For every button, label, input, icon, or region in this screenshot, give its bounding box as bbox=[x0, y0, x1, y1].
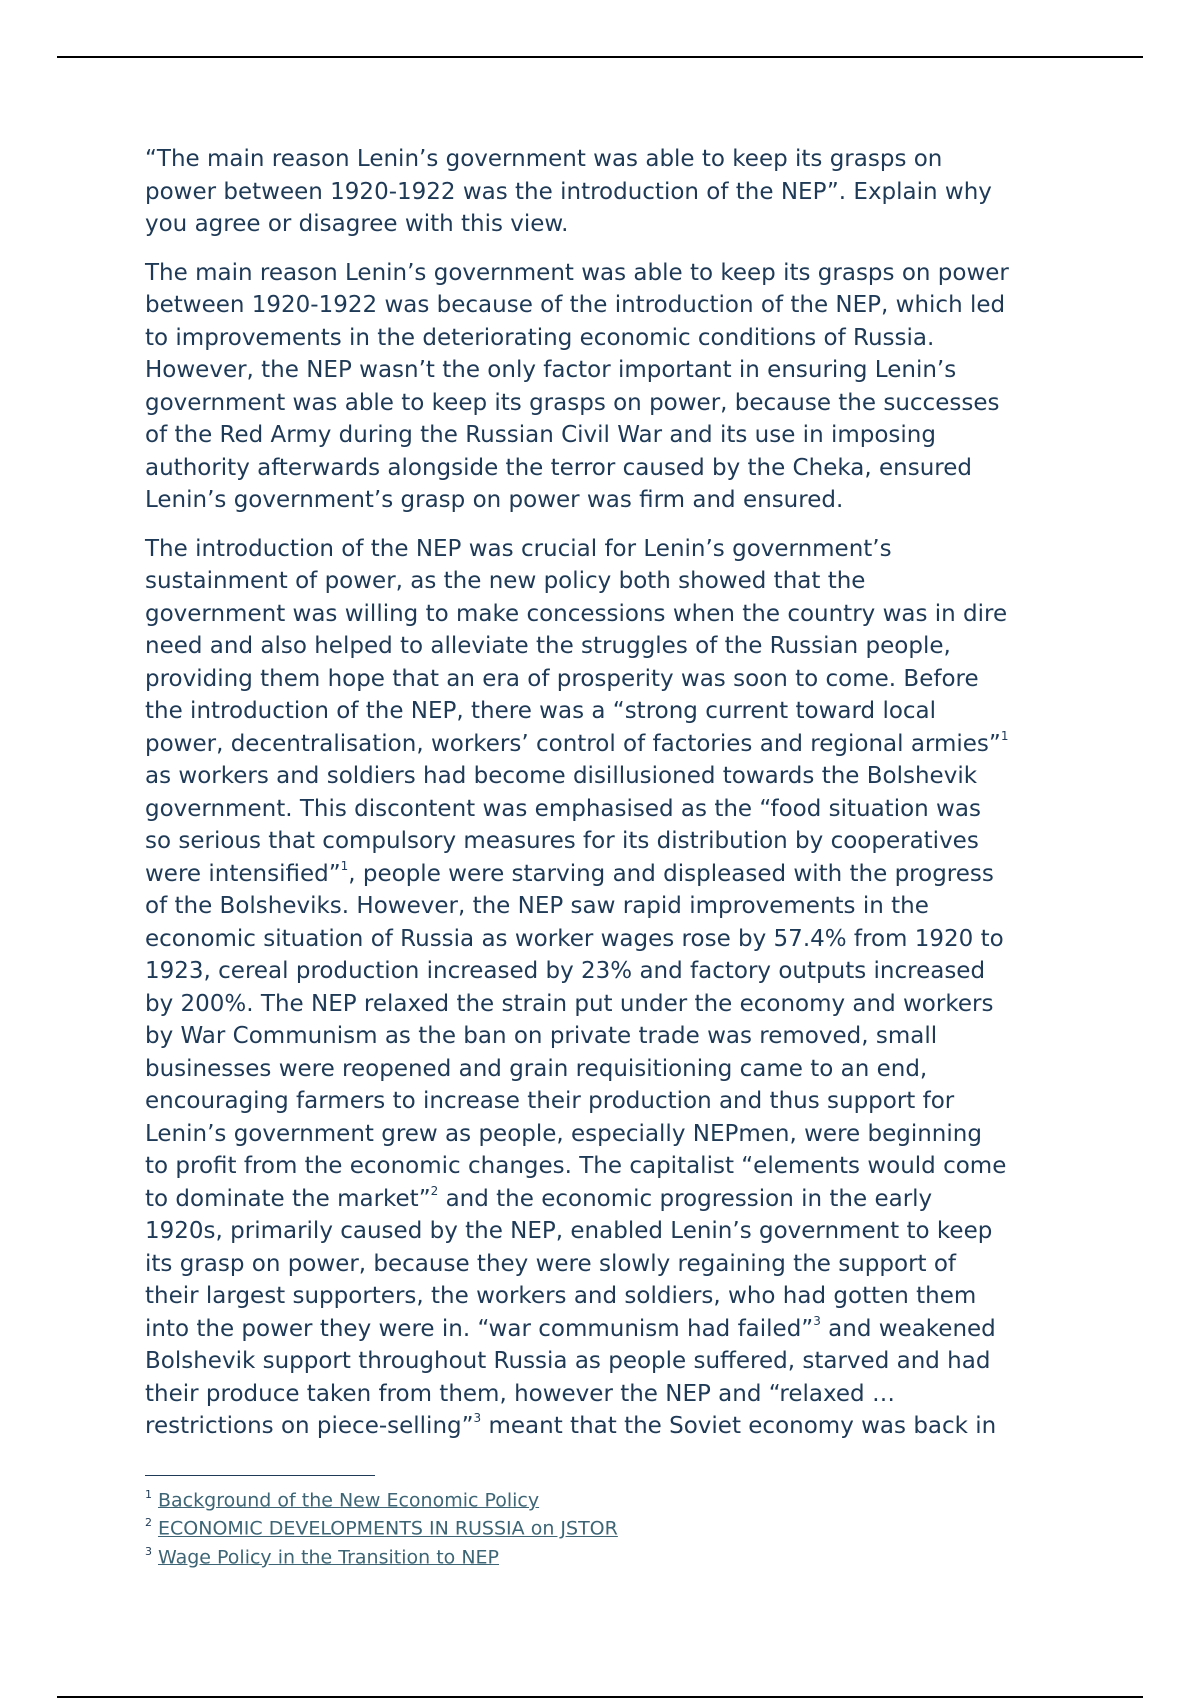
body-line: of the Bolsheviks. However, the NEP saw rapid improvements in the bbox=[145, 893, 929, 919]
body-line bbox=[145, 1183, 1065, 1216]
footnote-number: 2 bbox=[145, 1516, 152, 1530]
question-line: “The main reason Lenin’s government was able to keep its grasps on bbox=[145, 146, 943, 172]
footnote-ref-2[interactable]: 2 bbox=[430, 1183, 439, 1198]
body-line: government was willing to make concessions when the country was in dire bbox=[145, 600, 1008, 627]
footnote-item bbox=[145, 1541, 845, 1569]
intro-line: to improvements in the deteriorating economic conditions of Russia. bbox=[145, 324, 935, 351]
footnote-ref-3[interactable]: 3 bbox=[813, 1313, 821, 1328]
body-line: government. This discontent was emphasised as the “food situation was bbox=[145, 795, 981, 822]
body-line: by War Communism as the ban on private trade was removed, small bbox=[145, 1023, 938, 1049]
intro-line: Lenin’s government’s grasp on power was firm and ensured. bbox=[145, 487, 844, 513]
body-line: their produce taken from them, however the NEP and “relaxed … bbox=[145, 1380, 895, 1407]
footnote-ref-1[interactable]: 1 bbox=[1000, 728, 1009, 743]
body-paragraph bbox=[145, 533, 1065, 1443]
body-text: meant that the Soviet economy was back in bbox=[481, 1413, 997, 1439]
footnote-separator bbox=[145, 1475, 375, 1476]
body-line: economic situation of Russia as worker wages rose by 57.4% from 1920 to bbox=[145, 925, 1004, 952]
body-line: providing them hope that an era of prosperity was soon to come. Before bbox=[145, 665, 979, 692]
footnote-link[interactable]: ECONOMIC DEVELOPMENTS IN RUSSIA on JSTOR bbox=[158, 1517, 618, 1540]
body-line: need and also helped to alleviate the struggles of the Russian people, bbox=[145, 633, 951, 659]
body-line: its grasp on power, because they were slowly regaining the support of bbox=[145, 1250, 957, 1277]
body-line: Lenin’s government grew as people, especially NEPmen, were beginning bbox=[145, 1120, 982, 1147]
document-body bbox=[145, 143, 1065, 1459]
body-line: by 200%. The NEP relaxed the strain put under the economy and workers bbox=[145, 990, 994, 1017]
body-line bbox=[145, 858, 1065, 891]
body-line: as workers and soldiers had become disillusioned towards the Bolshevik bbox=[145, 763, 978, 789]
footnotes bbox=[145, 1475, 845, 1569]
intro-line: The main reason Lenin’s government was able to keep its grasps on power bbox=[145, 259, 1009, 286]
footnote-item bbox=[145, 1512, 845, 1540]
body-line: 1923, cereal production increased by 23% and factory outputs increased bbox=[145, 958, 986, 984]
body-line: encouraging farmers to increase their production and thus support for bbox=[145, 1088, 955, 1114]
footnote-link[interactable]: Background of the New Economic Policy bbox=[158, 1489, 540, 1512]
body-line: businesses were reopened and grain requisitioning came to an end, bbox=[145, 1055, 928, 1082]
footnote-number: 1 bbox=[145, 1488, 152, 1501]
body-text: into the power they were in. “war communism had failed” bbox=[145, 1315, 814, 1342]
footnote-item bbox=[145, 1484, 845, 1512]
intro-line: However, the NEP wasn’t the only factor important in ensuring Lenin’s bbox=[145, 357, 957, 383]
body-line bbox=[145, 728, 1065, 761]
body-text: power, decentralisation, workers’ control of factories and regional armies” bbox=[145, 730, 1001, 757]
header-rule bbox=[57, 56, 1143, 58]
body-text: , people were starving and displeased with the progress bbox=[348, 860, 994, 887]
footer-rule bbox=[57, 1696, 1143, 1698]
body-text: and the economic progression in the early bbox=[438, 1185, 933, 1212]
intro-line: government was able to keep its grasps on power, because the successes bbox=[145, 389, 1000, 416]
intro-paragraph bbox=[145, 257, 1065, 517]
footnote-number: 3 bbox=[145, 1544, 152, 1558]
intro-line: authority afterwards alongside the terror caused by the Cheka, ensured bbox=[145, 454, 972, 481]
intro-line: of the Red Army during the Russian Civil War and its use in imposing bbox=[145, 422, 936, 448]
footnote-ref-1[interactable]: 1 bbox=[340, 858, 349, 873]
body-line: the introduction of the NEP, there was a “strong current toward local bbox=[145, 698, 937, 724]
footnote-ref-3[interactable]: 3 bbox=[473, 1411, 482, 1426]
body-text: to dominate the market” bbox=[145, 1185, 431, 1212]
body-line: sustainment of power, as the new policy both showed that the bbox=[145, 568, 866, 594]
body-line: their largest supporters, the workers and soldiers, who had gotten them bbox=[145, 1283, 977, 1309]
body-line: so serious that compulsory measures for its distribution by cooperatives bbox=[145, 828, 979, 854]
body-line: The introduction of the NEP was crucial for Lenin’s government’s bbox=[145, 535, 892, 562]
body-text: restrictions on piece-selling” bbox=[145, 1413, 474, 1439]
body-line: to profit from the economic changes. The capitalist “elements would come bbox=[145, 1153, 1007, 1179]
body-line bbox=[145, 1313, 1065, 1346]
body-text: were intensified” bbox=[145, 860, 341, 887]
intro-line: between 1920-1922 was because of the introduction of the NEP, which led bbox=[145, 292, 1006, 318]
footnote-link[interactable]: Wage Policy in the Transition to NEP bbox=[158, 1545, 499, 1568]
body-line: 1920s, primarily caused by the NEP, enabled Lenin’s government to keep bbox=[145, 1218, 993, 1244]
body-text: and weakened bbox=[820, 1315, 996, 1342]
body-line bbox=[145, 1410, 1065, 1443]
question-line: you agree or disagree with this view. bbox=[145, 211, 569, 237]
body-line: Bolshevik support throughout Russia as people suffered, starved and had bbox=[145, 1348, 991, 1374]
question-line: power between 1920-1922 was the introduction of the NEP”. Explain why bbox=[145, 178, 992, 205]
essay-question bbox=[145, 143, 1065, 241]
